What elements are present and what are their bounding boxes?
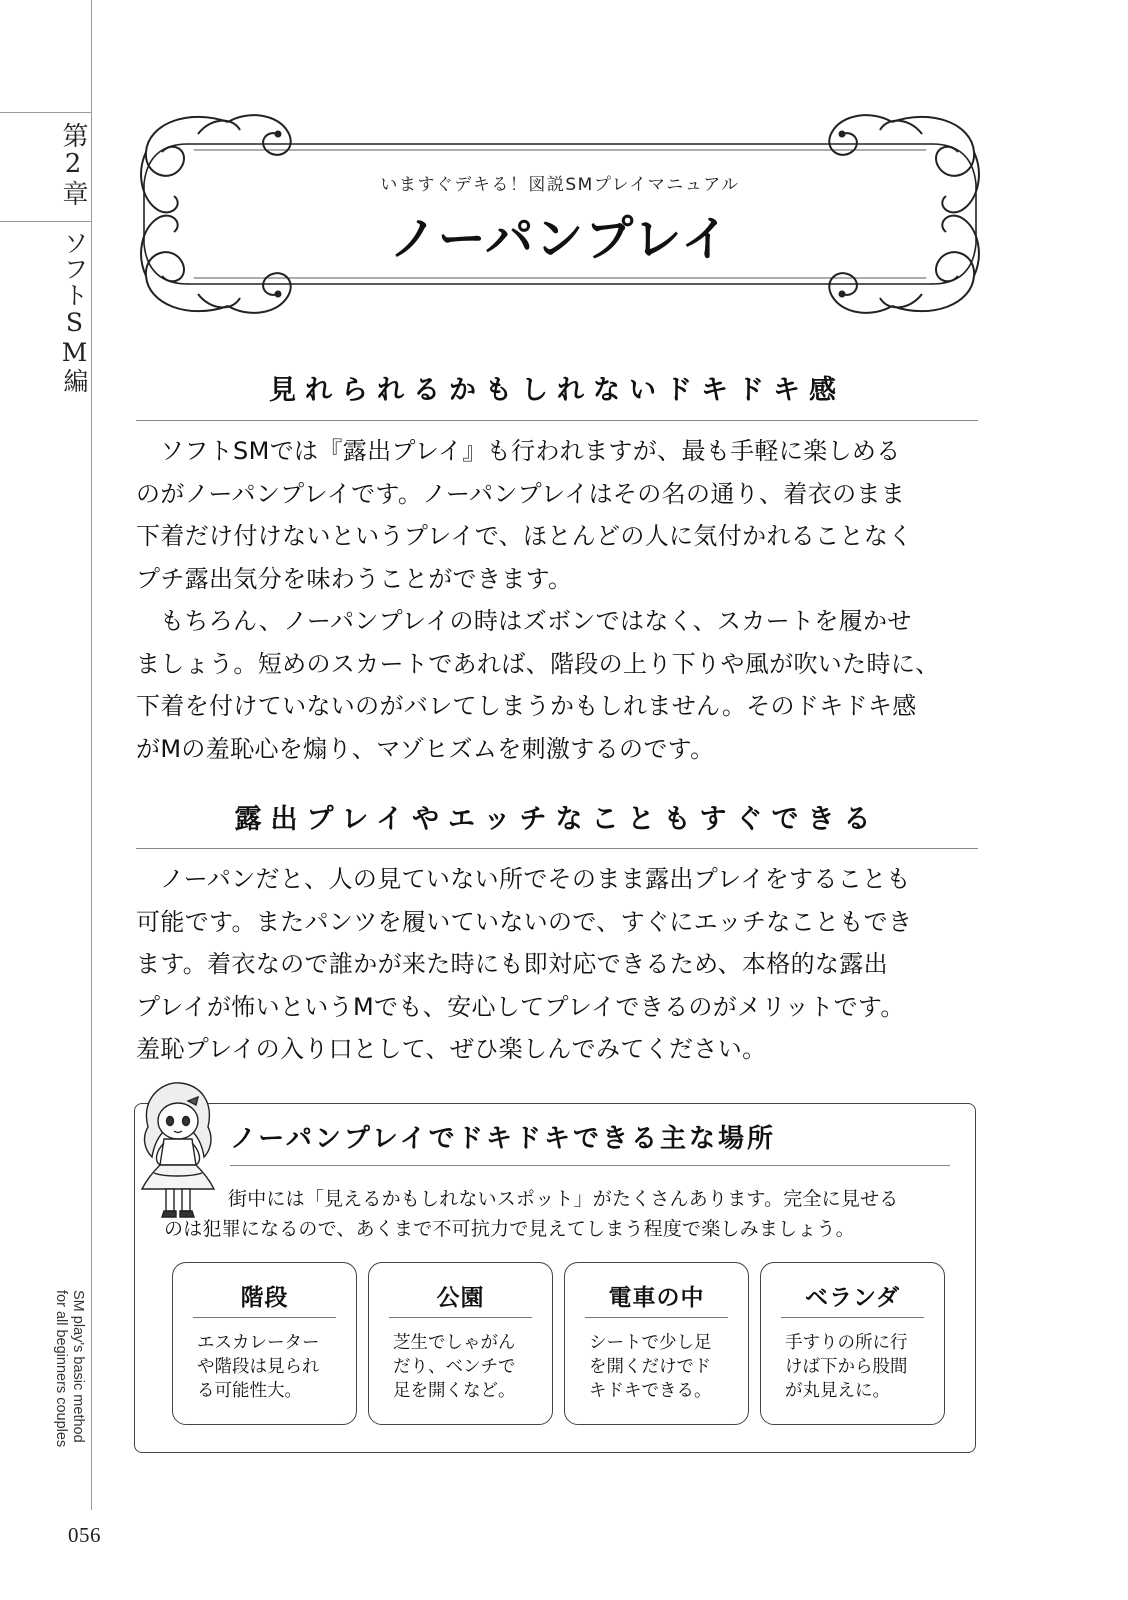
- section-body-1: [136, 430, 982, 770]
- section-rule-1: [136, 420, 978, 421]
- text-line: 手すりの所に行: [785, 1333, 908, 1353]
- chapter-rule-mid: [0, 221, 91, 222]
- place-card-balcony: [760, 1262, 945, 1425]
- text-line: キドキできる。: [589, 1381, 712, 1401]
- text-line: や階段は見られ: [197, 1357, 320, 1377]
- text-line: ます。着衣なので誰かが来た時にも即対応できるため、本格的な露出: [136, 950, 888, 978]
- info-box-heading: ノーパンプレイでドキドキできる主な場所: [230, 1124, 777, 1154]
- text-line: がMの羞恥心を煽り、マゾヒズムを刺激するのです。: [136, 734, 715, 763]
- text-line: る可能性大。: [197, 1381, 302, 1401]
- text-line: プレイが怖いというMでも、安心してプレイできるのがメリットです。: [136, 992, 905, 1021]
- chapter-number: 第2章: [58, 122, 88, 207]
- text-line: のは犯罪になるので、あくまで不可抗力で見えてしまう程度で楽しみましょう。: [164, 1218, 855, 1240]
- flourish-top-left: [141, 115, 291, 212]
- page-title: ノーパンプレイ: [389, 211, 731, 267]
- text-line: ソフトSMでは『露出プレイ』も行われますが、最も手軽に楽しめる: [160, 437, 901, 465]
- series-subtitle: いますぐデキる！図説SMプレイマニュアル: [380, 175, 740, 195]
- section-rule-2: [136, 848, 978, 849]
- place-card-park: [368, 1262, 553, 1425]
- text-line: シートで少し足: [589, 1333, 712, 1353]
- place-card-train: [564, 1262, 749, 1425]
- info-box-intro: [164, 1184, 964, 1244]
- margin-rule: [91, 0, 92, 1510]
- text-line: 下着を付けていないのがバレてしまうかもしれません。そのドキドキ感: [136, 692, 917, 720]
- card-text: [197, 1331, 342, 1403]
- card-text: [393, 1331, 538, 1403]
- card-title: 電車の中: [608, 1285, 705, 1311]
- card-rule: [193, 1317, 336, 1318]
- card-rule: [585, 1317, 728, 1318]
- paragraph: [136, 858, 982, 1071]
- text-line: を開くだけでド: [589, 1357, 712, 1377]
- text-line: けば下から股間: [785, 1357, 908, 1377]
- info-box-rule: [230, 1165, 950, 1166]
- chapter-rule-top: [0, 112, 91, 113]
- card-title: 公園: [436, 1285, 485, 1311]
- card-rule: [781, 1317, 924, 1318]
- text-line: が丸見えに。: [785, 1381, 890, 1401]
- text-line: エスカレーター: [197, 1333, 320, 1353]
- text-line: 下着だけ付けないというプレイで、ほとんどの人に気付かれることなく: [136, 522, 913, 550]
- card-title: 階段: [240, 1285, 289, 1311]
- flourish-top-right: [829, 115, 979, 212]
- text-line: もちろん、ノーパンプレイの時はズボンではなく、スカートを履かせ: [160, 607, 912, 635]
- card-text: [785, 1331, 930, 1403]
- card-rule: [389, 1317, 532, 1318]
- page-number: 056: [68, 1523, 101, 1547]
- english-tagline: SM play's basic method for all beginners couples: [53, 1290, 86, 1448]
- chapter-title: ソフトSM編: [60, 230, 89, 394]
- paragraph: [136, 430, 982, 600]
- paragraph: [136, 600, 982, 770]
- place-card-stairs: [172, 1262, 357, 1425]
- text-line: 芝生でしゃがん: [393, 1333, 516, 1353]
- text-line: ましょう。短めのスカートであれば、階段の上り下りや風が吹いた時に、: [136, 649, 940, 678]
- text-line: 可能です。またパンツを履いていないので、すぐにエッチなこともでき: [136, 907, 913, 936]
- text-line: だり、ベンチで: [393, 1357, 516, 1377]
- card-text: [589, 1331, 734, 1403]
- text-line: ノーパンだと、人の見ていない所でそのまま露出プレイをすることも: [160, 865, 911, 893]
- card-title: ベランダ: [804, 1285, 901, 1311]
- text-line: プチ露出気分を味わうことができます。: [136, 564, 573, 593]
- section-heading-2: 露出プレイやエッチなこともすぐできる: [234, 804, 880, 835]
- text-line: 足を開くなど。: [393, 1381, 516, 1401]
- section-heading-1: 見れられるかもしれないドキドキ感: [269, 375, 845, 406]
- text-line: のがノーパンプレイです。ノーパンプレイはその名の通り、着衣のまま: [136, 479, 906, 508]
- text-line: 羞恥プレイの入り口として、ぜひ楽しんでみてください。: [136, 1035, 767, 1063]
- section-body-2: [136, 858, 982, 1071]
- text-line: 街中には「見えるかもしれないスポット」がたくさんあります。完全に見せる: [228, 1188, 899, 1210]
